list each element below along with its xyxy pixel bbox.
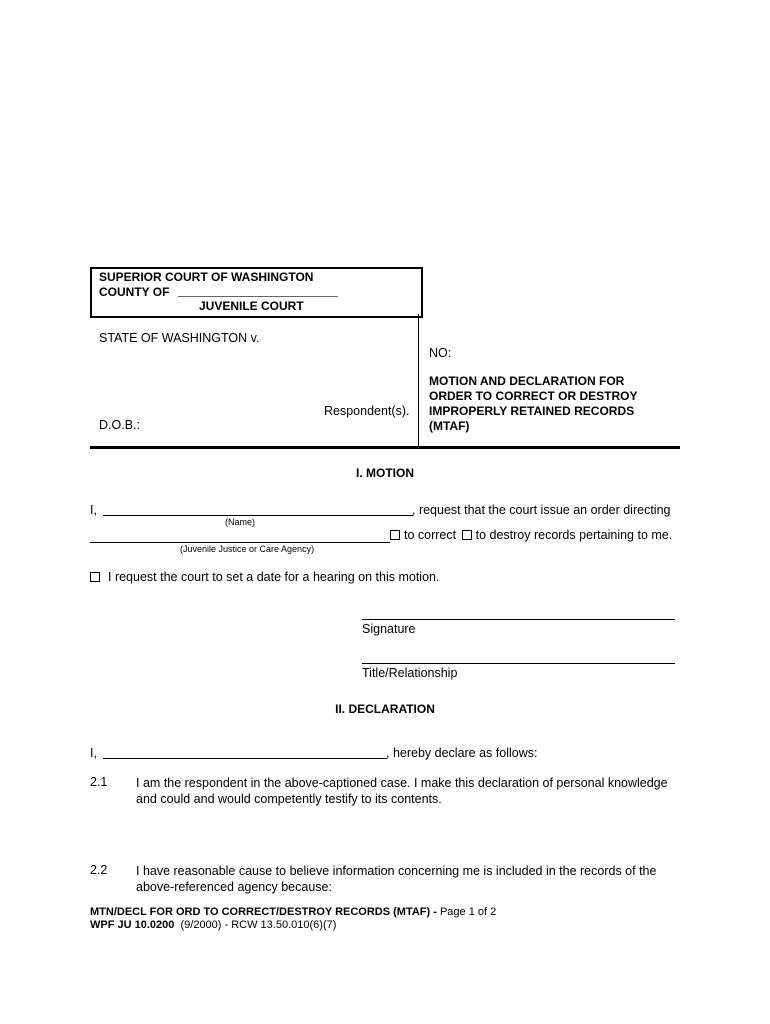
document-title-line: IMPROPERLY RETAINED RECORDS bbox=[429, 404, 635, 418]
hearing-checkbox[interactable] bbox=[90, 572, 100, 582]
footer-form-id: WPF JU 10.0200 bbox=[90, 919, 175, 931]
document-title-line: MOTION AND DECLARATION FOR bbox=[429, 374, 625, 388]
case-number-label: NO: bbox=[429, 346, 452, 360]
agency-blank-line[interactable] bbox=[90, 542, 390, 543]
declaration-i-prefix: I, bbox=[90, 746, 97, 760]
motion-i-prefix: I, bbox=[90, 503, 97, 517]
correct-checkbox[interactable] bbox=[390, 530, 400, 540]
agency-caption: (Juvenile Justice or Care Agency) bbox=[180, 544, 315, 554]
footer-page-number: Page 1 of 2 bbox=[436, 906, 497, 918]
hearing-request-text: I request the court to set a date for a hearing on this motion. bbox=[108, 570, 440, 584]
declarant-name-line[interactable] bbox=[103, 758, 387, 759]
declaration-item-line: I have reasonable cause to believe information concerning me is included in the records of the bbox=[136, 864, 657, 878]
declaration-item-line: I am the respondent in the above-captioned case. I make this declaration of personal knowledge bbox=[136, 776, 668, 790]
declaration-item-number: 2.1 bbox=[90, 775, 108, 789]
signature-label: Signature bbox=[362, 622, 416, 636]
destroy-checkbox[interactable] bbox=[462, 530, 472, 540]
declaration-item-number: 2.2 bbox=[90, 863, 108, 877]
destroy-option-label: to destroy records pertaining to me. bbox=[475, 528, 673, 542]
footer-form-rcw: (9/2000) - RCW 13.50.010(6)(7) bbox=[174, 919, 337, 931]
hearing-request bbox=[90, 570, 439, 584]
motion-request-text: , request that the court issue an order directing bbox=[412, 503, 671, 517]
correct-destroy-options bbox=[390, 528, 672, 542]
name-caption: (Name) bbox=[225, 517, 256, 527]
page-footer bbox=[90, 906, 496, 932]
footer-title-line bbox=[90, 906, 496, 919]
document-title-line: (MTAF) bbox=[429, 419, 470, 433]
caption-bottom-rule bbox=[90, 446, 680, 449]
declaration-intro: , hereby declare as follows: bbox=[386, 746, 538, 760]
declaration-item-text bbox=[136, 863, 656, 895]
county-label: COUNTY OF bbox=[99, 285, 170, 299]
name-blank-line[interactable] bbox=[103, 515, 413, 516]
declaration-item-line: above-referenced agency because: bbox=[136, 880, 332, 894]
document-title bbox=[429, 374, 637, 434]
court-name: SUPERIOR COURT OF WASHINGTON bbox=[99, 270, 314, 284]
declaration-heading: II. DECLARATION bbox=[335, 702, 435, 716]
signature-line[interactable] bbox=[362, 619, 675, 620]
title-relationship-label: Title/Relationship bbox=[362, 666, 458, 680]
title-relationship-line[interactable] bbox=[362, 663, 675, 664]
state-line: STATE OF WASHINGTON v. bbox=[99, 331, 260, 345]
declaration-item-line: and could and would competently testify to its contents. bbox=[136, 792, 442, 806]
dob-label: D.O.B.: bbox=[99, 418, 140, 432]
juvenile-court-label: JUVENILE COURT bbox=[199, 299, 304, 313]
footer-title: MTN/DECL FOR ORD TO CORRECT/DESTROY RECORDS (MTAF) - bbox=[90, 906, 437, 918]
motion-heading: I. MOTION bbox=[356, 466, 414, 480]
correct-option-label: to correct bbox=[404, 528, 457, 542]
respondent-label: Respondent(s). bbox=[324, 404, 410, 418]
footer-form-line bbox=[90, 919, 496, 932]
county-blank-line[interactable] bbox=[178, 296, 338, 297]
document-title-line: ORDER TO CORRECT OR DESTROY bbox=[429, 389, 638, 403]
caption-divider bbox=[418, 314, 419, 447]
declaration-item-text bbox=[136, 775, 668, 807]
